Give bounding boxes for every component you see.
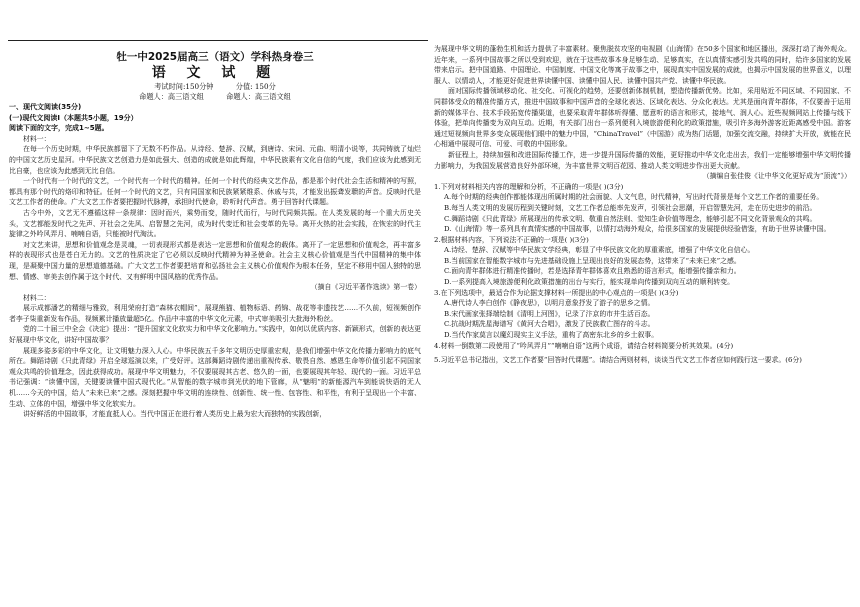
option: B.每当人类文明的发展历程到关键时刻，文艺工作者总能率先发声，引领社会思潮，开启智慧先河，走在历史进步的前沿。 bbox=[444, 203, 817, 212]
paragraph: 党的二十届三中全会《决定》提出：“提升国家文化软实力和中华文化影响力。”实践中，如何以优质内容、新颖形式，创新的表达更好展现中华文化，讲好中国故事？ bbox=[9, 325, 421, 345]
question-2: 2.根据材料内容，下列说法不正确的一项是( )(3分) bbox=[434, 235, 589, 244]
paragraph: 新征程上，持续加强和改进国际传播工作，进一步提升国际传播的效能，更好推动中华文化走出去，我们一定能够增强中华文明传播力影响力，为我国发展营造良好外部环境，为丰富世界文明百花园、推动人类文明进步作出更大贡献。 bbox=[434, 150, 851, 170]
paragraph: 古今中外，文艺无不遵循这样一条规律：因时而兴，乘势而变，随时代而行，与时代同频共振。在人类发展的每一个重大历史关头，文艺都能发时代之先声、开社会之先风、启智慧之先河，成为时代变迁和社会变革的先导。离开火热的社会实践，在恢宏的时代主旋律之外吟风弄月、喃喃自语，只能被时代淘汰。 bbox=[9, 208, 421, 239]
right-column bbox=[434, 44, 851, 366]
exam-author-2: 命题人：高三语文组 bbox=[226, 92, 291, 101]
option: C.面向青年群体进行精准传播时，若是选择青年群体喜欢且熟悉的语言形式，能增强传播亲和力。 bbox=[444, 267, 741, 276]
question-3: 3.在下列选项中，最适合作为论据支撑材料一所提出的中心观点的一项是( )(3分) bbox=[434, 288, 679, 297]
exam-time: 考试时间:150分钟 bbox=[154, 82, 214, 91]
option: D.一系列提高入境旅游便利化政策措施的出台与实行，能实现单向传播到双向互动的顺利转变。 bbox=[444, 278, 734, 287]
subsection-heading: (一)现代文阅读Ⅰ（本题共5小题，19分） bbox=[9, 113, 138, 122]
material-label-2: 材料二： bbox=[23, 293, 51, 302]
exam-score: 分值: 150分 bbox=[235, 82, 276, 91]
paragraph: 讲好鲜活的中国故事，才能直抵人心。当代中国正在进行着人类历史上最为宏大而独特的实践创新， bbox=[23, 410, 327, 419]
question-1: 1.下列对材料相关内容的理解和分析，不正确的一项是( )(3分) bbox=[434, 182, 624, 191]
paragraph: 在每一个历史时期，中华民族都留下了无数不朽作品。从诗经、楚辞、汉赋，到唐诗、宋词、元曲、明清小说等，共同铸就了灿烂的中国文艺历史星河。中华民族文艺创造力是如此强大、创造的成就是如此辉煌，中华民族素有文化自信的气度，我们应该为此感到无比自豪，也应该为此感到无比自信。 bbox=[9, 145, 421, 175]
option: C.抗战时期冼星海谱写《黄河大合唱》，激发了民族救亡图存的斗志。 bbox=[444, 320, 655, 329]
left-column bbox=[9, 44, 421, 420]
paragraph: 展示成都潘艺的精细与雅致，利用荣府打造“森林衣帽间”，展现熊猫、植物标语、药锦、战花等非遗技艺……不久前，短视频创作者李子柒重新发布作品，视频累计播放量超5亿。作品中丰富的中华文化元素，中式审美吸引大批海外粉丝。 bbox=[9, 304, 421, 323]
exam-subject: 语 文 试 题 bbox=[151, 65, 279, 81]
option: D.《山海情》等一系列具有真情实感的中国故事，以情打动海外观众，给很多国家的发展提供经验借鉴，有助于世界读懂中国。 bbox=[444, 225, 831, 234]
source-citation: （摘自《习近平著作选读》第一卷） bbox=[310, 283, 421, 292]
option: B.宋代画家张择端绘制《清明上河图》，记录了汴京的市井生活百态。 bbox=[444, 309, 655, 318]
option: A.诗经、楚辞、汉赋等中华民族文学经典，彰显了中华民族文化的厚重素底，增强了中华文化自信心。 bbox=[444, 246, 755, 255]
instruction: 阅读下面的文字，完成1~5题。 bbox=[9, 124, 109, 133]
option: A.唐代诗人李白创作《静夜思》，以明月意象抒发了游子的思乡之情。 bbox=[444, 299, 655, 308]
paragraph: 为展现中华文明的蓬勃生机和活力提供了丰富素材。聚焦脱贫攻坚的电视剧《山海情》在50多个国家和地区播出，深深打动了海外观众。近年来，一系列中国故事之所以受到欢迎，就在于这些故事本身足够生动、足够真实，在以真情实感引发共鸣的同时，给许多国家的发展带来启示。把中国道路、中国理论、中国制度、中国文化等寓于故事之中，展现真实中国发展的成就，也揭示中国发展的世界意义，以理服人、以情动人，才能更好促进世界读懂中国、读懂中国人民、读懂中国共产党、读懂中华民族。 bbox=[434, 45, 851, 85]
option: B.当前国家在智能数字城市与先进基础设施上呈现出良好的发展态势，这带来了“未来已来”之感。 bbox=[444, 256, 741, 265]
question-5: 5.习近平总书记指出，文艺工作者要“回答时代课题”。请结合两则材料，谈谈当代文艺工作者应如何践行这一要求。(6分) bbox=[434, 356, 802, 365]
exam-meta-1 bbox=[9, 82, 421, 92]
option: C.舞蹈诗剧《只此青绿》所展现出的传承文明、敬重自然法则、觉知生命价值等理念，能够引起不同文化背景观众的共鸣。 bbox=[444, 214, 817, 223]
paragraph: 面对国际传播领域移动化、社交化、可视化的趋势，还要创新体制机制，塑造传播新优势。比如，采用贴近不同区域、不同国家、不同群体受众的精准传播方式，推进中国故事和中国声音的全球化表达、区域化表达、分众化表达。尤其是面向青年群体，不仅要善于运用新的媒体平台、技术手段拓宽传播渠道，也要采取青年群体听得懂、愿意听的语言和形式，接地气、润人心。近些视频网站上传播与线下体验，把单向传播变为双向互动。近期，有关部门出台一系列便利入境旅游便利化的政策措施，吸引许多海外游客近距离感受中国。游客通过短视频向世界多变众展现他们眼中的魅力中国，“ChinaTravel”（中国游）成为热门话题，加强交流交融，持续扩大开放，就能在民心相通中展现可信、可爱、可敬的中国形象。 bbox=[434, 87, 851, 149]
option: D.当代作家莫言以魔幻现实主义手法，重构了高密东北乡的乡土叙事。 bbox=[444, 331, 659, 340]
paragraph: 展现多姿多彩的中华文化，让文明魅力深入人心。中华民族五千多年文明历史厚重宏观，是我们增强中华文化传播力影响力的底气所在。舞蹈诗剧《只此青绿》开启全球巡演以来，广受好评。这部舞蹈诗剧传递出重视传承、敬畏自然、感恩生命等价值引起不同国家观众共鸣的价值理念，因此获得成功。展现中华文明魅力，不仅要展现其古老、悠久的一面，也要展现其年轻、现代的一面。习近平总书记强调：“读懂中国，关键要读懂中国式现代化。”从智能的数字城市到光伏的地下管廊，从“魅明”的新能源汽车到能说快语的无人机……今天的中国，给人“未来已来”之感。深刻把握中华文明的连续性、创新性、统一性、包容性、和平性，有利于呈现出一个丰富、生动、立体的中国，增强中华文化软实力。 bbox=[9, 346, 421, 408]
paragraph: 一个时代有一个时代的文艺，一个时代有一个时代的精神。任何一个时代的经典文艺作品，都是那个时代社会生活和精神的写照，都具有那个时代的烙印和特征。任何一个时代的文艺，只有同国家和民族紧紧维系、休戚与共，才能发出振聋发聩的声音。反映时代是文艺工作者的使命。广大文艺工作者要把握时代脉搏，承担时代使命，聆听时代声音。勇于回答时代课题。 bbox=[9, 177, 421, 207]
material-label-1: 材料一： bbox=[23, 134, 51, 143]
section-heading: 一、现代文阅读(35分) bbox=[9, 103, 82, 111]
exam-title: 牡一中2025届高三（语文）学科热身卷三 bbox=[116, 51, 314, 63]
header-rule bbox=[8, 40, 428, 41]
option: A.每个时期的经典创作都能体现出所属时期的社会面貌、人文气息，时代精神，写出时代背景是每个文艺工作者的重要任务。 bbox=[444, 193, 824, 202]
exam-author-1: 命题人：高三语文组 bbox=[139, 92, 204, 101]
paragraph: 对文艺来讲，思想和价值观念是灵魂，一切表现形式都是表达一定思想和价值观念的载体。离开了一定思想和价值观念，再丰富多样的表现形式也是苍白无力的。文艺的性质决定了它必须以反映时代精神为神圣使命。社会主义核心价值观是当代中国精神的集中体现，是凝聚中国力量的思想道德基础。广大文艺工作者要把培育和弘扬社会主义核心价值观作为根本任务，坚定不移用中国人独特的思想、情感、审美去创作属于这个时代、又有鲜明中国风格的优秀作品。 bbox=[9, 240, 421, 281]
source-citation: （摘编自张佳俊《让中华文化更好成为“顶流”》） bbox=[702, 172, 851, 181]
exam-meta-2 bbox=[9, 92, 421, 102]
question-4: 4.材料一倒数第二段使用了“吟风弄月”“喃喃自语”这两个成语，请结合材料简要分析其效果。(4分) bbox=[434, 341, 734, 350]
